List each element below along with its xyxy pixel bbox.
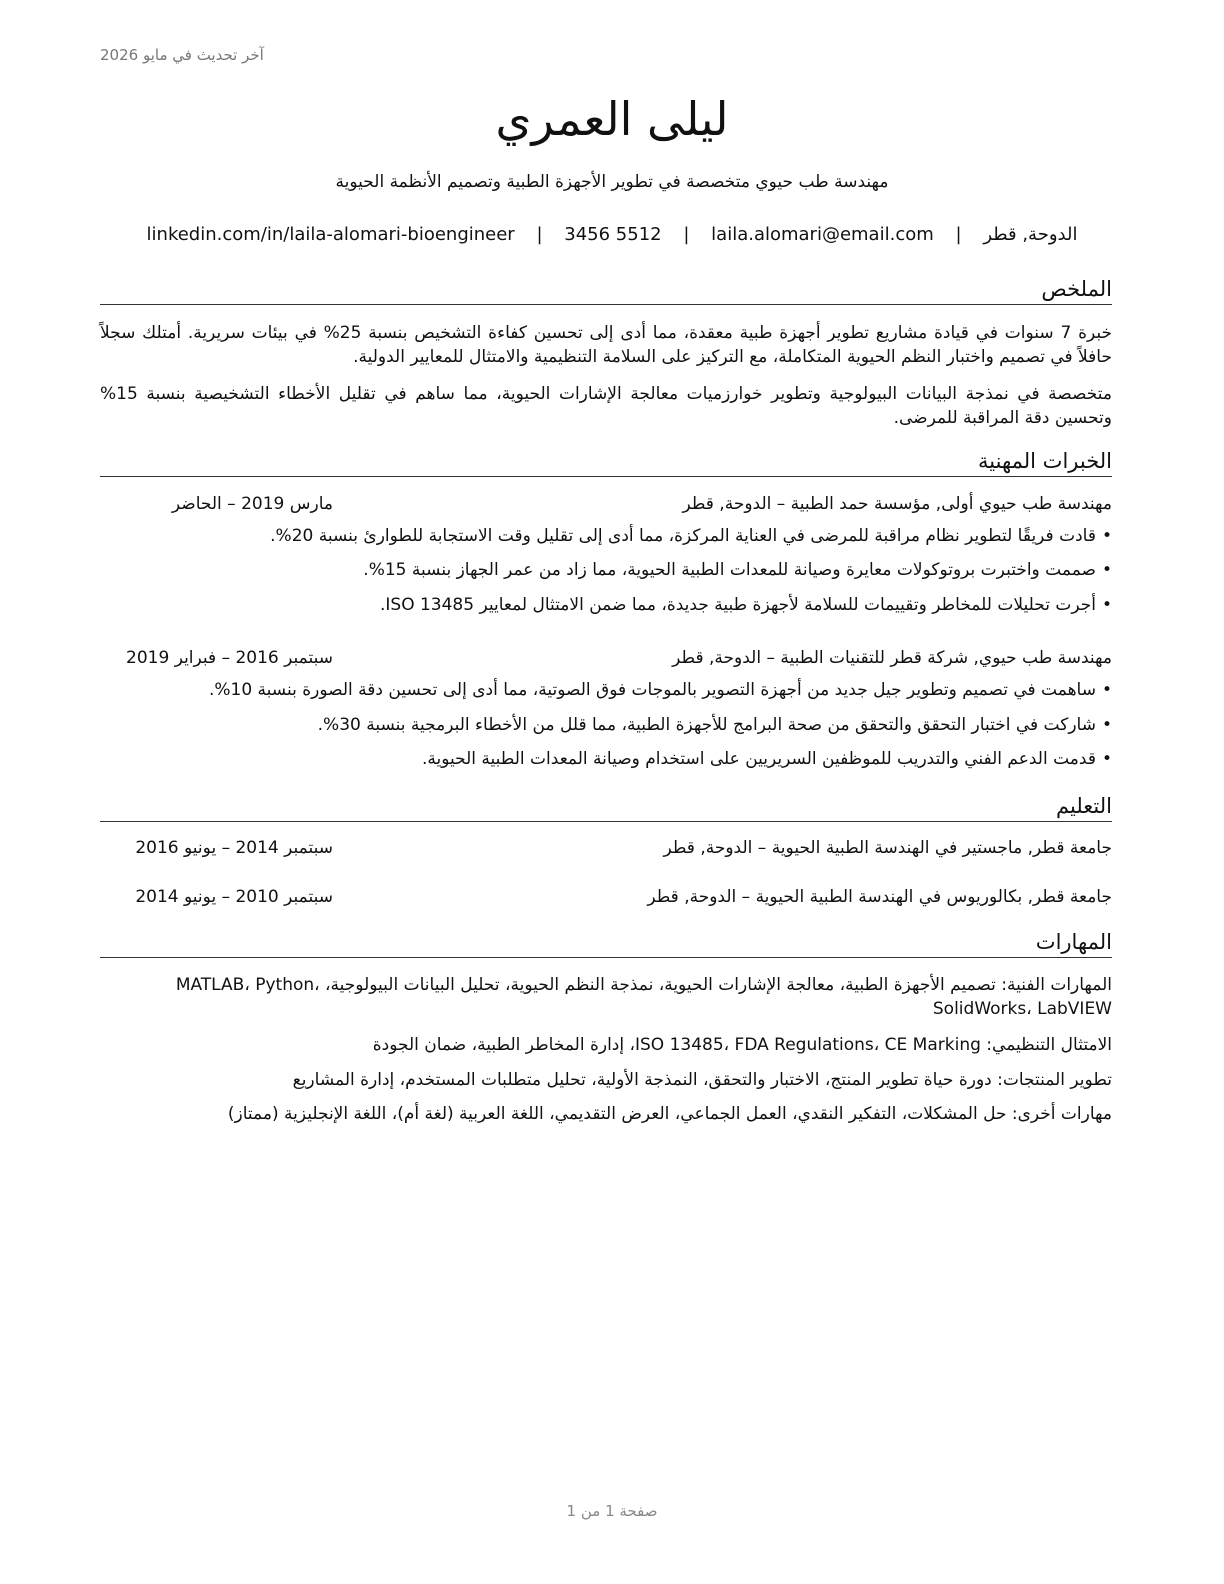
education-entry xyxy=(100,838,1112,862)
education-entry xyxy=(100,887,1112,911)
job-bullet: •قدمت الدعم الفني والتدريب للموظفين السريريين على استخدام وصيانة المعدات الطبية الحيوية. xyxy=(421,749,1112,769)
skills-line: المهارات الفنية: تصميم الأجهزة الطبية، معالجة الإشارات الحيوية، نمذجة النظم الحيوية، تحليل البيانات البيولوجية، MATLAB، Python، SolidWorks، LabVIEW xyxy=(175,975,1112,1019)
skills-section-title: المهارات xyxy=(100,929,1112,958)
contact-line xyxy=(0,224,1224,245)
job-bullet: •قادت فريقًا لتطوير نظام مراقبة للمرضى في العناية المركزة، مما أدى إلى تقليل وقت الاستجابة للطوارئ بنسبة 20%. xyxy=(270,526,1112,546)
experience-section-title: الخبرات المهنية xyxy=(100,448,1112,477)
skills-line: مهارات أخرى: حل المشكلات، التفكير النقدي، العمل الجماعي، العرض التقديمي، اللغة العربية (لغة أم)، اللغة الإنجليزية (ممتاز) xyxy=(227,1104,1112,1124)
last-updated: آخر تحديث في مايو 2026 xyxy=(100,46,264,64)
summary-paragraph: خبرة 7 سنوات في قيادة مشاريع تطوير أجهزة طبية معقدة، مما أدى إلى تحسين كفاءة التشخيص بنسبة 25% في بيئات سريرية. أمتلك سجلاً حافلاً في تصميم واختبار النظم الحيوية المتكاملة، مع التركيز على السلامة التنظيمية والامتثال للمعايير الدولية. xyxy=(100,323,1112,367)
job-title-company: مهندسة طب حيوي أولى, مؤسسة حمد الطبية – الدوحة, قطر xyxy=(682,494,1112,514)
job-title-company: مهندسة طب حيوي, شركة قطر للتقنيات الطبية – الدوحة, قطر xyxy=(672,648,1112,668)
summary-paragraph: متخصصة في نمذجة البيانات البيولوجية وتطوير خوارزميات معالجة الإشارات الحيوية، مما ساهم في تقليل الأخطاء التشخيصية بنسبة 15% وتحسين دقة المراقبة للمرضى. xyxy=(100,384,1112,428)
contact-phone[interactable]: 3456 5512 xyxy=(564,224,662,245)
education-section-title: التعليم xyxy=(100,793,1112,822)
job-header xyxy=(100,494,1112,518)
job-bullet: •ساهمت في تصميم وتطوير جيل جديد من أجهزة التصوير بالموجات فوق الصوتية، مما أدى إلى تحسين دقة الصورة بنسبة 10%. xyxy=(208,680,1112,700)
summary-section-title: الملخص xyxy=(100,276,1112,305)
candidate-headline: مهندسة طب حيوي متخصصة في تطوير الأجهزة الطبية وتصميم الأنظمة الحيوية xyxy=(335,172,889,192)
bullet-dot: • xyxy=(1101,526,1112,546)
skills-line: الامتثال التنظيمي: ISO 13485، FDA Regulations، CE Marking، إدارة المخاطر الطبية، ضمان الجودة xyxy=(372,1035,1112,1055)
job-header xyxy=(100,648,1112,672)
job-bullet: •صممت واختبرت بروتوكولات معايرة وصيانة للمعدات الطبية الحيوية، مما زاد من عمر الجهاز بنسبة 15%. xyxy=(363,560,1112,580)
bullet-dot: • xyxy=(1101,560,1112,580)
contact-separator: | xyxy=(683,224,690,245)
candidate-name: ليلى العمري xyxy=(495,92,729,146)
contact-linkedin[interactable]: linkedin.com/in/laila-alomari-bioengineer xyxy=(146,224,515,245)
contact-location: الدوحة, قطر xyxy=(983,224,1078,245)
job-dates: سبتمبر 2016 – فبراير 2019 xyxy=(126,648,333,668)
contact-email[interactable]: laila.alomari@email.com xyxy=(711,224,934,245)
bullet-dot: • xyxy=(1101,715,1112,735)
education-dates: سبتمبر 2010 – يونيو 2014 xyxy=(135,887,333,907)
education-degree: جامعة قطر, ماجستير في الهندسة الطبية الحيوية – الدوحة, قطر xyxy=(663,838,1112,858)
bullet-dot: • xyxy=(1101,680,1112,700)
page-number: صفحة 1 من 1 xyxy=(566,1502,658,1520)
job-dates: مارس 2019 – الحاضر xyxy=(171,494,333,514)
bullet-dot: • xyxy=(1101,749,1112,769)
education-degree: جامعة قطر, بكالوريوس في الهندسة الطبية الحيوية – الدوحة, قطر xyxy=(647,887,1112,907)
contact-separator: | xyxy=(955,224,962,245)
job-bullet: •شاركت في اختبار التحقق والتحقق من صحة البرامج للأجهزة الطبية، مما قلل من الأخطاء البرمجية بنسبة 30%. xyxy=(317,715,1112,735)
bullet-dot: • xyxy=(1101,595,1112,615)
skills-line: تطوير المنتجات: دورة حياة تطوير المنتج، الاختبار والتحقق، النمذجة الأولية، تحليل متطلبات المستخدم، إدارة المشاريع xyxy=(292,1070,1112,1090)
contact-separator: | xyxy=(536,224,543,245)
job-bullet: •أجرت تحليلات للمخاطر وتقييمات للسلامة لأجهزة طبية جديدة، مما ضمن الامتثال لمعايير ISO 13485. xyxy=(379,595,1112,615)
education-dates: سبتمبر 2014 – يونيو 2016 xyxy=(135,838,333,858)
